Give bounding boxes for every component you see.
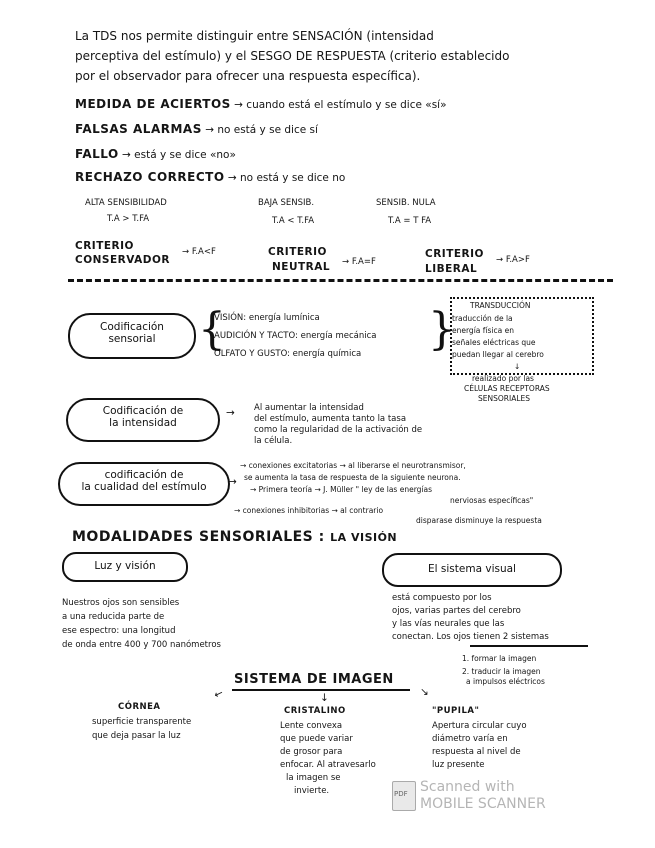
intensity-line: del estímulo, aumenta tanto la tasa — [254, 414, 407, 424]
left-brace: { — [198, 304, 226, 355]
outcome-hits — [75, 98, 447, 112]
cloud-luz-vision — [62, 552, 188, 582]
criterio-type: CONSERVADOR — [75, 254, 171, 266]
part-line: Apertura circular cuyo — [432, 721, 527, 731]
quality-line: nerviosas específicas" — [450, 496, 534, 505]
part-line: enfocar. Al atravesarlo — [280, 760, 376, 770]
part-line: diámetro varía en — [432, 734, 508, 744]
sistema-visual-line: conectan. Los ojos tienen 2 sistemas — [392, 632, 549, 642]
sensitivity-formula: T.A = T FA — [388, 216, 432, 226]
luz-line: Nuestros ojos son sensibles — [62, 598, 180, 608]
outcome-correct-rejection — [75, 171, 345, 185]
part-line: invierte. — [294, 786, 330, 796]
part-line: que deja pasar la luz — [92, 731, 181, 741]
transduccion-line: puedan llegar al cerebro — [452, 350, 544, 359]
outcome-desc: → cuando está el estímulo y se dice «sí» — [234, 99, 447, 111]
criterio-type: LIBERAL — [425, 263, 478, 275]
title-underline — [232, 689, 410, 691]
luz-line: de onda entre 400 y 700 nanómetros — [62, 640, 221, 650]
part-line: superficie transparente — [92, 717, 192, 727]
criterio-formula: → F.A>F — [496, 255, 530, 265]
sistema-visual-list-item: 2. traducir la imagen — [462, 667, 541, 676]
criterio-formula: → F.A=F — [342, 257, 376, 267]
cloud-text: El sistema visual — [428, 563, 516, 575]
part-line: luz presente — [432, 760, 485, 770]
transduccion-line: energía física en — [452, 326, 514, 335]
sensitivity-label: SENSIB. NULA — [376, 198, 436, 208]
down-arrow: ↓ — [514, 362, 521, 371]
part-name: "PUPILA" — [432, 706, 480, 716]
sistema-visual-list-item: 1. formar la imagen — [462, 654, 537, 663]
transduccion-line: señales eléctricas que — [452, 338, 536, 347]
underline — [470, 645, 588, 647]
cloud-text: Luz y visión — [94, 560, 156, 572]
outcome-desc: → está y se dice «no» — [122, 149, 236, 161]
cloud-codificacion-sensorial — [68, 313, 196, 359]
outcome-term: MEDIDA DE ACIERTOS — [75, 97, 231, 111]
criterio-label: CRITERIO — [268, 246, 327, 258]
cloud-text: sensorial — [108, 333, 156, 345]
pdf-logo-text: PDF — [394, 790, 408, 798]
cloud-text: Codificación de — [102, 405, 184, 417]
criterio-type: NEUTRAL — [272, 261, 331, 273]
outcome-term: RECHAZO CORRECTO — [75, 170, 225, 184]
cloud-codificacion-intensidad — [66, 398, 220, 442]
sensitivity-label: BAJA SENSIB. — [258, 198, 315, 208]
realizado-line: realizado por las — [472, 374, 534, 383]
sense-item: VISIÓN: energía lumínica — [214, 313, 320, 323]
transduccion-title: TRANSDUCCIÓN — [470, 301, 531, 310]
intro-line-2: perceptiva del estímulo) y el SESGO DE RESPUESTA (criterio establecido — [75, 49, 510, 63]
quality-line: → conexiones excitatorias → al liberarse el neurotransmisor, — [240, 461, 466, 470]
part-name: CÓRNEA — [118, 702, 161, 712]
outcome-desc: → no está y se dice sí — [205, 124, 318, 136]
cloud-text: codificación de — [104, 469, 184, 481]
outcome-term: FALLO — [75, 147, 119, 161]
part-name: CRISTALINO — [284, 706, 346, 716]
cloud-text: Codificación — [100, 321, 164, 333]
quality-line: se aumenta la tasa de respuesta de la siguiente neurona. — [244, 473, 461, 482]
section-divider — [68, 279, 613, 282]
part-line: de grosor para — [280, 747, 343, 757]
sensitivity-formula: T.A < T.FA — [272, 216, 315, 226]
outcome-desc: → no está y se dice no — [227, 172, 346, 184]
cloud-text: la cualidad del estímulo — [81, 481, 207, 493]
intensity-line: como la regularidad de la activación de — [254, 425, 423, 435]
sense-item: OLFATO Y GUSTO: energía química — [214, 349, 362, 359]
realizado-line: CÉLULAS RECEPTORAS — [464, 384, 550, 393]
arrow-right: ↘ — [420, 686, 429, 698]
transduccion-line: traducción de la — [452, 314, 513, 323]
quality-line: disparase disminuye la respuesta — [416, 516, 542, 525]
criterio-label: CRITERIO — [75, 240, 134, 252]
outcome-term: FALSAS ALARMAS — [75, 122, 202, 136]
part-line: que puede variar — [280, 734, 353, 744]
sensitivity-formula: T.A > T.FA — [107, 214, 150, 224]
outcome-miss — [75, 148, 236, 162]
part-line: Lente convexa — [280, 721, 343, 731]
quality-line: → Primera teoría → J. Müller " ley de las energías — [250, 485, 432, 494]
sense-item: AUDICIÓN Y TACTO: energía mecánica — [214, 331, 377, 341]
watermark-line-1: Scanned with — [420, 779, 515, 795]
pdf-icon — [392, 781, 416, 811]
luz-line: a una reducida parte de — [62, 612, 165, 622]
modalidades-subtitle: LA VISIÓN — [330, 531, 398, 544]
quality-line: → conexiones inhibitorias → al contrario — [234, 506, 384, 515]
criterio-formula: → F.A<F — [182, 247, 216, 257]
intro-line-1: La TDS nos permite distinguir entre SENSACIÓN (intensidad — [75, 29, 434, 43]
cloud-sistema-visual — [382, 553, 562, 587]
sistema-visual-line: ojos, varias partes del cerebro — [392, 606, 521, 616]
cloud-codificacion-cualidad — [58, 462, 230, 506]
right-brace: } — [428, 304, 456, 355]
luz-line: ese espectro: una longitud — [62, 626, 176, 636]
cloud-text: la intensidad — [109, 417, 177, 429]
intro-line-3: por el observador para ofrecer una respuesta específica). — [75, 69, 421, 83]
modalidades-title — [72, 529, 397, 546]
intensity-line: la célula. — [254, 436, 293, 446]
arrow-right: → — [226, 407, 235, 419]
realizado-line: SENSORIALES — [478, 394, 531, 403]
modalidades-heading: MODALIDADES SENSORIALES : — [72, 529, 325, 545]
sistema-visual-list-item: a impulsos eléctricos — [466, 677, 545, 686]
arrow-right: → — [228, 476, 237, 488]
part-line: la imagen se — [286, 773, 341, 783]
part-line: respuesta al nivel de — [432, 747, 521, 757]
sensitivity-label: ALTA SENSIBILIDAD — [85, 198, 167, 208]
sistema-visual-line: está compuesto por los — [392, 593, 492, 603]
criterio-label: CRITERIO — [425, 248, 484, 260]
sistema-visual-line: y las vías neurales que las — [392, 619, 505, 629]
arrow-down: ↓ — [320, 692, 329, 704]
watermark-line-2: MOBILE SCANNER — [420, 796, 546, 812]
intensity-line: Al aumentar la intensidad — [254, 403, 364, 413]
sistema-imagen-title: SISTEMA DE IMAGEN — [234, 672, 394, 687]
arrow-left: ↙ — [212, 686, 225, 702]
outcome-false-alarms — [75, 123, 318, 137]
